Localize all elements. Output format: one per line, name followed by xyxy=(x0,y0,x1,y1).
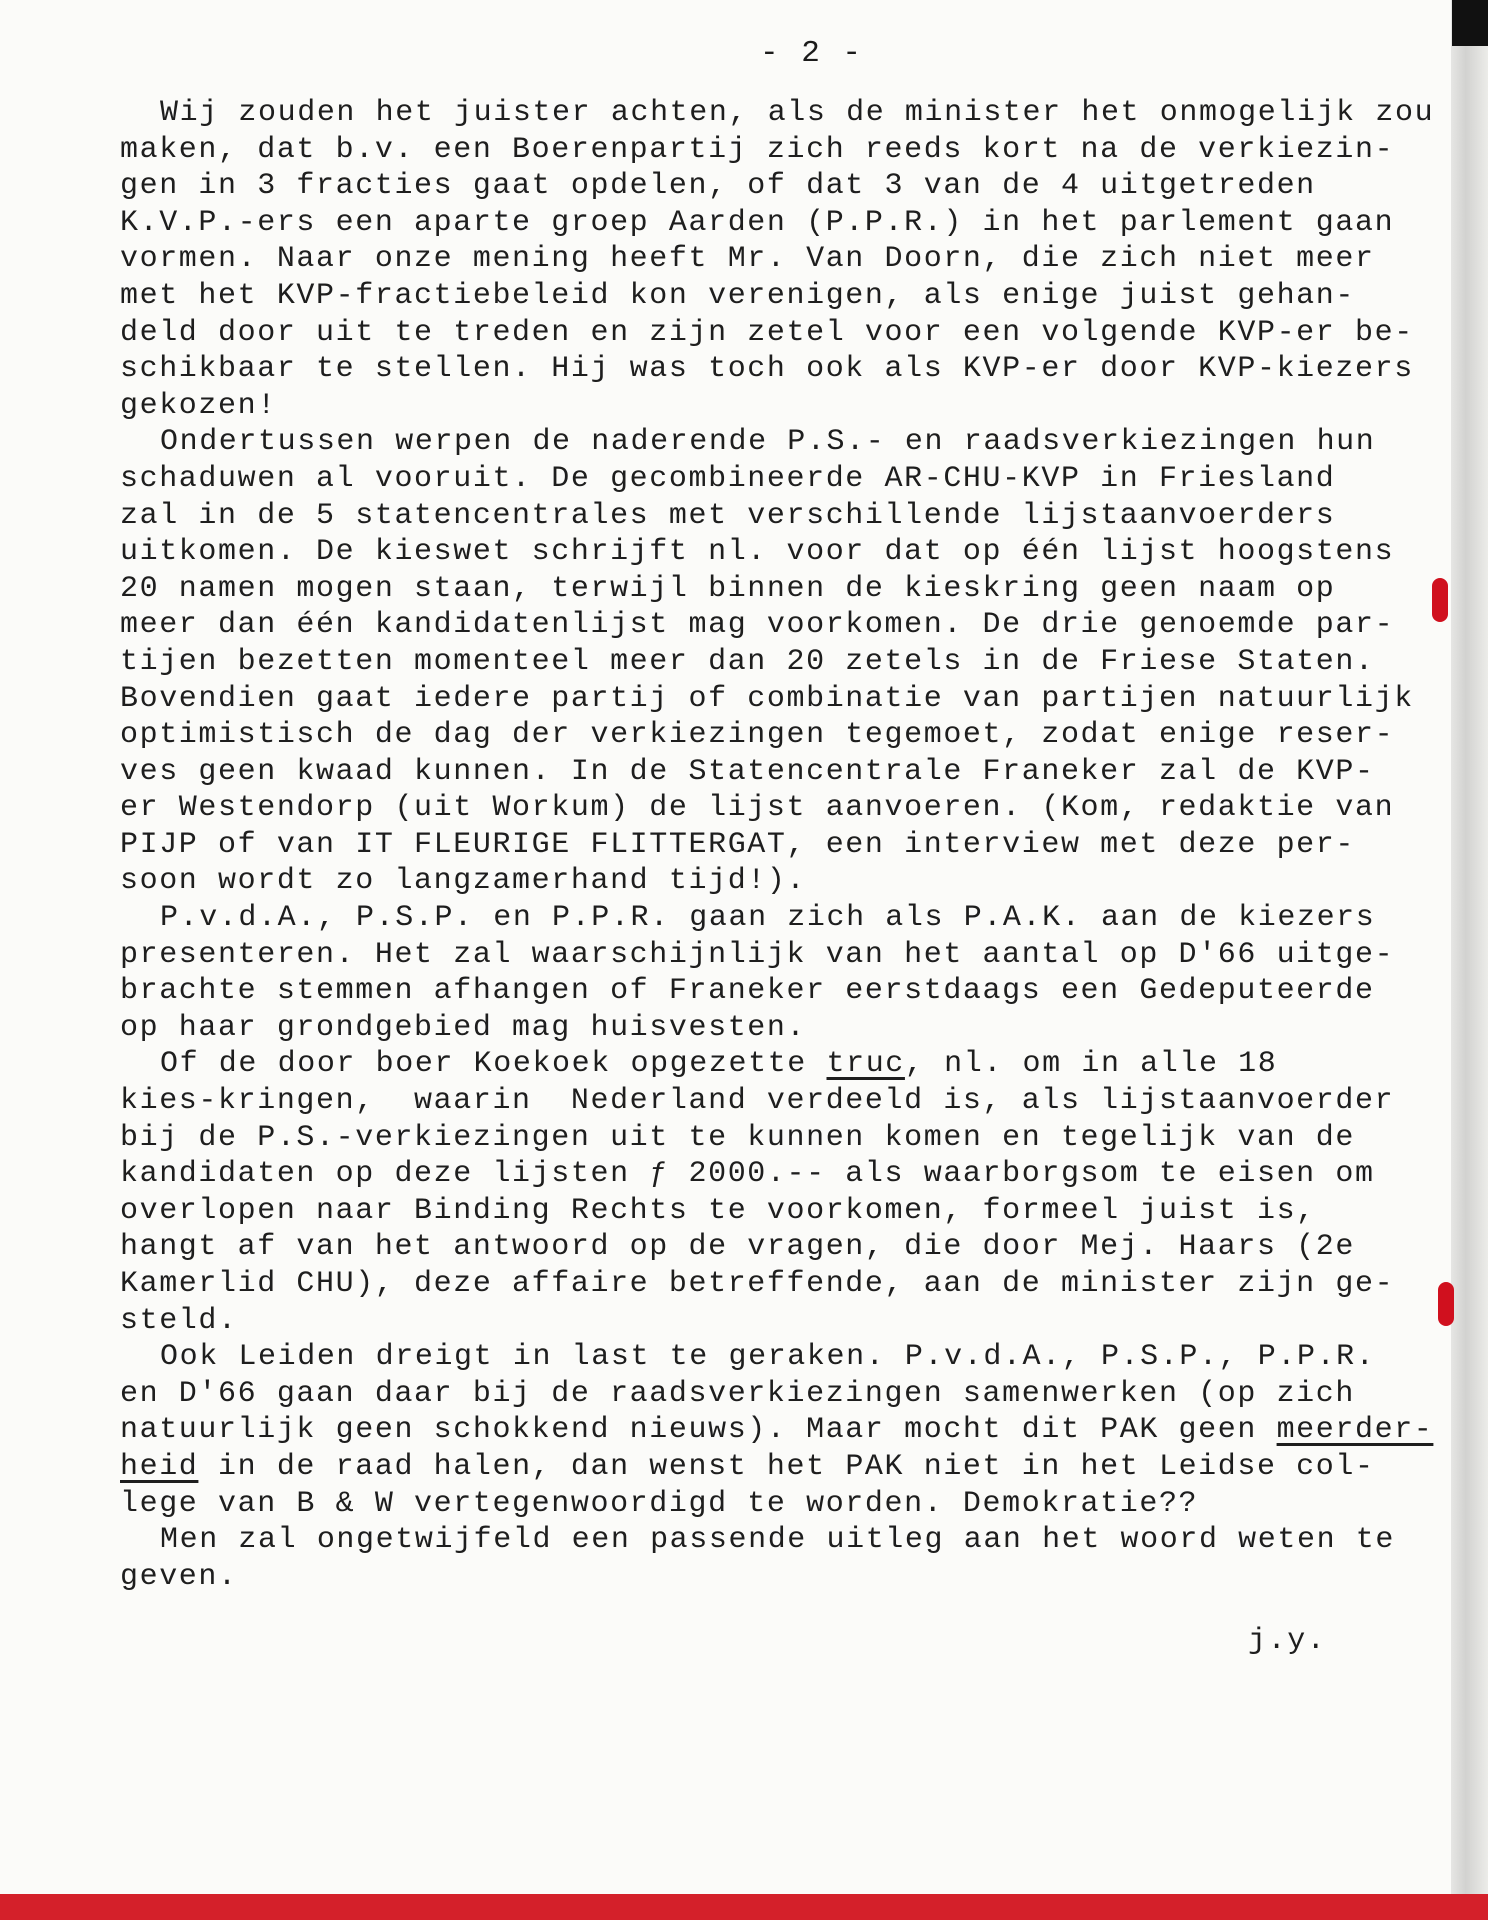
text-line xyxy=(120,1522,1450,1559)
text-line xyxy=(120,863,1450,900)
text-line xyxy=(120,681,1450,718)
text-line xyxy=(120,1229,1450,1266)
text-line xyxy=(120,95,1450,132)
text-line xyxy=(120,534,1450,571)
text-line xyxy=(120,388,1450,425)
text-line xyxy=(120,1193,1450,1230)
line-text: kies-kringen, waarin Nederland verdeeld is, als lijstaanvoerder xyxy=(120,1084,1395,1119)
line-text: 20 namen mogen staan, terwijl binnen de kieskring geen naam op xyxy=(120,571,1336,606)
line-text: schaduwen al vooruit. De gecombineerde AR-CHU-KVP in Friesland xyxy=(120,461,1336,496)
text-line xyxy=(120,1303,1450,1340)
line-text: vormen. Naar onze mening heeft Mr. Van Doorn, die zich niet meer xyxy=(120,242,1375,277)
text-line xyxy=(120,1156,1450,1193)
line-text: presenteren. Het zal waarschijnlijk van het aantal op D'66 uitge- xyxy=(120,937,1395,972)
text-line xyxy=(120,1559,1450,1596)
text-line xyxy=(120,1120,1450,1157)
line-text: hangt af van het antwoord op de vragen, die door Mej. Haars (2e xyxy=(120,1230,1355,1265)
text-line xyxy=(120,717,1450,754)
text-line xyxy=(120,1412,1450,1449)
line-text: gekozen! xyxy=(120,388,277,423)
line-text: in de raad halen, dan wenst het PAK niet in het Leidse col- xyxy=(198,1449,1375,1484)
text-line xyxy=(120,754,1450,791)
page-edge-shadow xyxy=(1451,0,1488,1920)
scan-corner xyxy=(1452,0,1488,46)
underlined-word: truc xyxy=(826,1047,905,1082)
line-text: lege van B & W vertegenwoordigd te worden. Demokratie?? xyxy=(120,1486,1199,1521)
text-line xyxy=(120,900,1450,937)
document-body xyxy=(120,95,1450,1595)
line-text: steld. xyxy=(120,1303,238,1338)
red-border-stripe xyxy=(0,1894,1488,1920)
line-text: kandidaten op deze lijsten ƒ 2000.-- als waarborgsom te eisen om xyxy=(120,1157,1375,1192)
line-text: Ook Leiden dreigt in last te geraken. P.v.d.A., P.S.P., P.P.R. xyxy=(160,1340,1376,1375)
text-line xyxy=(120,1486,1450,1523)
line-text: ves geen kwaad kunnen. In de Statencentrale Franeker zal de KVP- xyxy=(120,754,1375,789)
line-text: maken, dat b.v. een Boerenpartij zich reeds kort na de verkiezin- xyxy=(120,132,1395,167)
line-text: natuurlijk geen schokkend nieuws). Maar mocht dit PAK geen xyxy=(120,1413,1277,1448)
line-text: optimistisch de dag der verkiezingen tegemoet, zodat enige reser- xyxy=(120,718,1395,753)
text-line xyxy=(120,461,1450,498)
line-text: bij de P.S.-verkiezingen uit te kunnen komen en tegelijk van de xyxy=(120,1120,1355,1155)
line-text: Ondertussen werpen de naderende P.S.- en raadsverkiezingen hun xyxy=(160,425,1376,460)
line-text: tijen bezetten momenteel meer dan 20 zetels in de Friese Staten. xyxy=(120,644,1375,679)
line-text: K.V.P.-ers een aparte groep Aarden (P.P.R.) in het parlement gaan xyxy=(120,205,1395,240)
text-line xyxy=(120,973,1450,1010)
line-text: Wij zouden het juister achten, als de minister het onmogelijk zou xyxy=(160,96,1435,130)
text-line xyxy=(120,1449,1450,1486)
line-text: en D'66 gaan daar bij de raadsverkiezingen samenwerken (op zich xyxy=(120,1376,1355,1411)
line-text: soon wordt zo langzamerhand tijd!). xyxy=(120,864,807,899)
text-line xyxy=(120,571,1450,608)
line-text: Of de door boer Koekoek opgezette xyxy=(160,1047,827,1082)
line-text: geven. xyxy=(120,1559,238,1594)
text-line xyxy=(120,1376,1450,1413)
text-line xyxy=(120,424,1450,461)
line-text: met het KVP-fractiebeleid kon verenigen, als enige juist gehan- xyxy=(120,278,1355,313)
text-line xyxy=(120,1010,1450,1047)
line-text: brachte stemmen afhangen of Franeker eerstdaags een Gedeputeerde xyxy=(120,974,1375,1009)
text-line xyxy=(120,498,1450,535)
page-number: - 2 - xyxy=(760,36,864,71)
text-line xyxy=(120,1339,1450,1376)
text-line xyxy=(120,644,1450,681)
line-text: Men zal ongetwijfeld een passende uitleg aan het woord weten te xyxy=(160,1523,1395,1558)
line-text: gen in 3 fracties gaat opdelen, of dat 3 van de 4 uitgetreden xyxy=(120,169,1316,204)
text-line xyxy=(120,168,1450,205)
line-text: op haar grondgebied mag huisvesten. xyxy=(120,1010,807,1045)
text-line xyxy=(120,205,1450,242)
text-line xyxy=(120,1083,1450,1120)
text-line xyxy=(120,1046,1450,1083)
text-line xyxy=(120,241,1450,278)
line-text: overlopen naar Binding Rechts te voorkomen, formeel juist is, xyxy=(120,1193,1316,1228)
line-text: schikbaar te stellen. Hij was toch ook als KVP-er door KVP-kiezers xyxy=(120,352,1414,387)
text-line xyxy=(120,315,1450,352)
text-line xyxy=(120,827,1450,864)
text-line xyxy=(120,1266,1450,1303)
line-text: deld door uit te treden en zijn zetel voor een volgende KVP-er be- xyxy=(120,315,1414,350)
line-text: zal in de 5 statencentrales met verschillende lijstaanvoerders xyxy=(120,498,1336,533)
line-text: Kamerlid CHU), deze affaire betreffende, aan de minister zijn ge- xyxy=(120,1267,1395,1301)
text-line xyxy=(120,351,1450,388)
line-text: , nl. om in alle 18 xyxy=(904,1047,1278,1082)
text-line xyxy=(120,790,1450,827)
underlined-word: meerder- xyxy=(1276,1413,1434,1448)
text-line xyxy=(120,937,1450,974)
line-text: meer dan één kandidatenlijst mag voorkomen. De drie genoemde par- xyxy=(120,608,1395,643)
text-line xyxy=(120,278,1450,315)
line-text: er Westendorp (uit Workum) de lijst aanvoeren. (Kom, redaktie van xyxy=(120,791,1395,826)
text-line xyxy=(120,607,1450,644)
line-text: Bovendien gaat iedere partij of combinatie van partijen natuurlijk xyxy=(120,681,1414,716)
line-text: uitkomen. De kieswet schrijft nl. voor dat op één lijst hoogstens xyxy=(120,535,1395,570)
text-line xyxy=(120,132,1450,169)
line-text: PIJP of van IT FLEURIGE FLITTERGAT, een interview met deze per- xyxy=(120,827,1355,862)
underlined-word: heid xyxy=(120,1449,199,1484)
signature: j.y. xyxy=(1248,1624,1327,1658)
line-text: P.v.d.A., P.S.P. en P.P.R. gaan zich als P.A.K. aan de kiezers xyxy=(160,901,1376,936)
